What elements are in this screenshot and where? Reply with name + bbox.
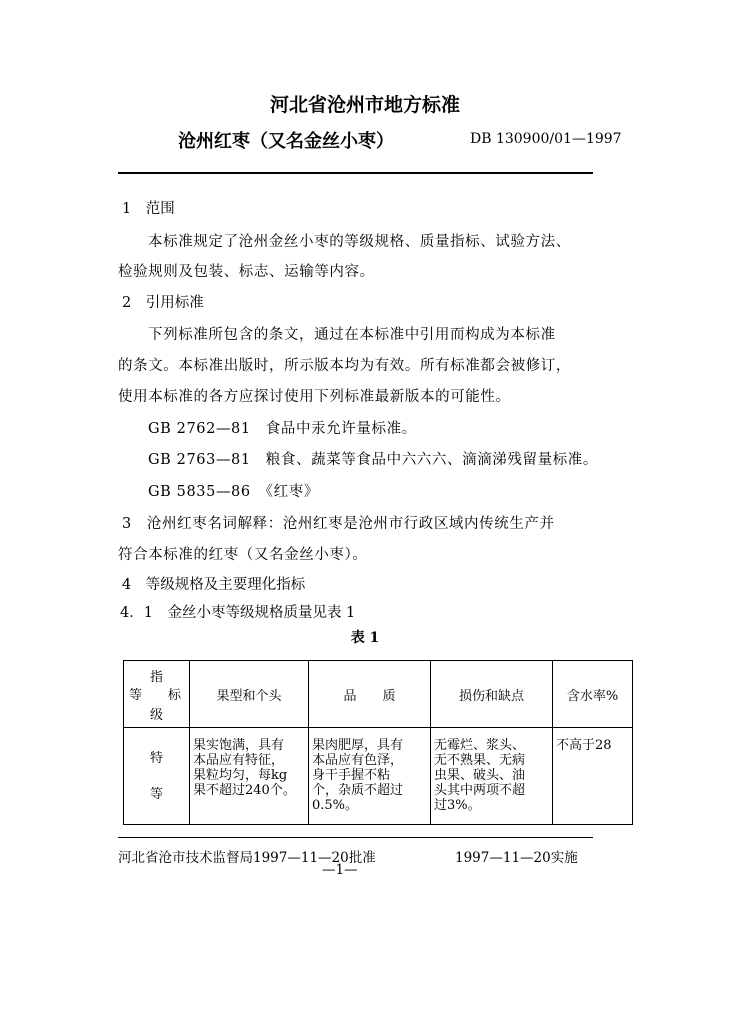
quality-cell (309, 728, 431, 825)
grade-char-1: 特 (149, 751, 163, 766)
standard-title: 沧州红枣（又名金丝小枣） (178, 131, 394, 152)
corner-label-bottom: 级 (150, 708, 164, 723)
section-2-heading: 2 引用标准 (122, 295, 204, 311)
header-divider (118, 172, 593, 174)
defect-line: 虫果、破头、油 (434, 768, 526, 783)
page-number: —1— (322, 862, 358, 878)
defect-line: 头其中两项不超 (434, 783, 526, 798)
corner-cell (124, 661, 190, 728)
corner-label-left: 等 (129, 688, 143, 703)
header-shape-size: 果型和个头 (190, 661, 309, 728)
grade-table (123, 660, 633, 825)
approval-note: 河北省沧市技术监督局1997—11—20批准 (118, 850, 376, 866)
section-1-heading: 1 范围 (122, 201, 175, 217)
header-quality: 品 质 (309, 661, 431, 728)
shape-line: 果不超过240个。 (193, 783, 296, 798)
reference-gb2762: GB 2762—81 食品中汞允许量标准。 (148, 421, 417, 437)
table-row (124, 728, 633, 825)
grade-cell (124, 728, 190, 825)
quality-line: 个，杂质不超过 (312, 783, 404, 798)
defect-line: 无不熟果、无病 (434, 753, 526, 768)
shape-line: 本品应有特征， (193, 753, 285, 768)
corner-label-top: 指 (150, 670, 164, 685)
defects-cell (431, 728, 553, 825)
shape-line: 果粒均匀，每kg (193, 768, 288, 783)
quality-line: 本品应有色泽， (312, 753, 404, 768)
quality-line: 果肉肥厚，具有 (312, 738, 404, 753)
defect-line: 过3%。 (434, 798, 481, 813)
section-1-body-cont: 检验规则及包装、标志、运输等内容。 (118, 264, 375, 280)
shape-line: 果实饱满，具有 (193, 738, 285, 753)
section-3-definition: 3 沧州红枣名词解释：沧州红枣是沧州市行政区域内传统生产并 (122, 516, 555, 532)
section-4-heading: 4 等级规格及主要理化指标 (122, 577, 306, 593)
grade-char-2: 等 (149, 787, 163, 802)
moisture-cell: 不高于28 (553, 728, 633, 825)
reference-gb2763: GB 2763—81 粮食、蔬菜等食品中六六六、滴滴涕残留量标准。 (148, 452, 598, 468)
defect-line: 无霉烂、浆头、 (434, 738, 526, 753)
quality-line: 0.5%。 (312, 798, 359, 813)
header-defects: 损伤和缺点 (431, 661, 553, 728)
table-caption: 表 1 (350, 630, 380, 646)
section-2-body-cont: 的条文。本标准出版时，所示版本均为有效。所有标准都会被修订， (118, 358, 571, 374)
standard-number: DB 130900/01—1997 (470, 131, 622, 147)
header-moisture: 含水率% (553, 661, 633, 728)
section-3-definition-cont: 符合本标准的红枣（又名金丝小枣）。 (118, 547, 368, 563)
quality-line: 身干手握不粘 (312, 768, 391, 783)
section-2-body: 下列标准所包含的条文，通过在本标准中引用而构成为本标准 (148, 327, 556, 343)
corner-label-right: 标 (168, 688, 182, 703)
shape-size-cell (190, 728, 309, 825)
section-2-body-cont2: 使用本标准的各方应探讨使用下列标准最新版本的可能性。 (118, 389, 511, 405)
table-header-row (124, 661, 633, 728)
reference-gb5835: GB 5835—86 《红枣》 (148, 484, 319, 500)
footer-divider (118, 837, 593, 838)
section-1-body: 本标准规定了沧州金丝小枣的等级规格、质量指标、试验方法、 (148, 234, 571, 250)
implementation-date: 1997—11—20实施 (455, 850, 578, 866)
authority-title: 河北省沧州市地方标准 (269, 94, 460, 116)
section-4-1: 4．1 金丝小枣等级规格质量见表 1 (120, 605, 356, 621)
